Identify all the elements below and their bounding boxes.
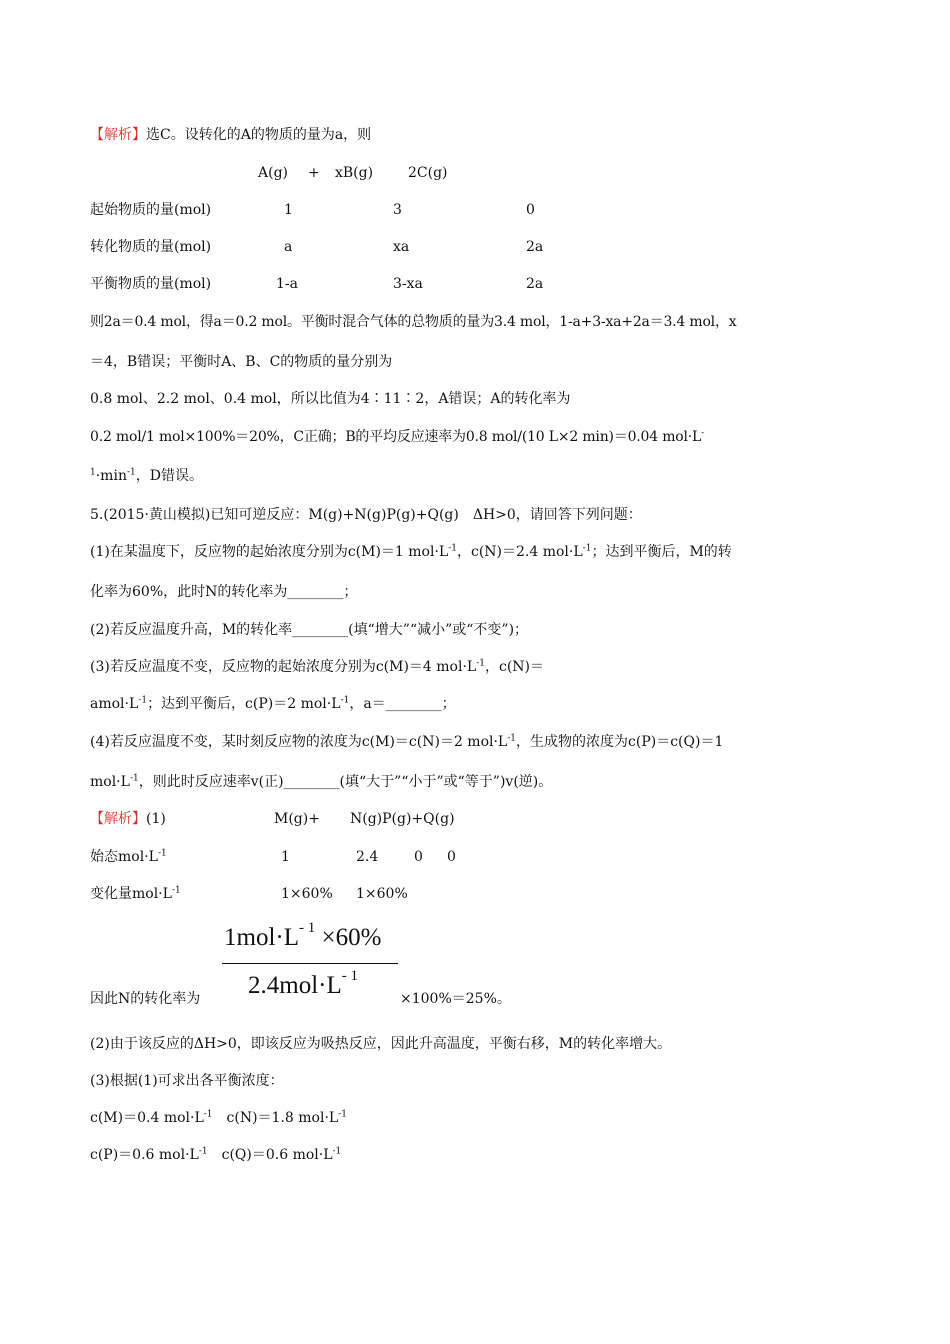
conc-p: c(P)＝0.6 mol·L bbox=[90, 1147, 199, 1163]
row-change-a: a bbox=[284, 239, 293, 255]
analysis2-row1-p: 0 bbox=[414, 849, 423, 865]
conc-q-sup: -1 bbox=[332, 1146, 342, 1157]
conc-n-sup: -1 bbox=[338, 1109, 347, 1120]
q4-part-c: mol·L bbox=[90, 774, 130, 790]
analysis-line-5-sup: -1 bbox=[126, 467, 136, 478]
conc-m-sup: -1 bbox=[203, 1109, 213, 1120]
q3-sup-1: -1 bbox=[476, 658, 485, 669]
analysis-tag: 【解析】 bbox=[90, 127, 146, 143]
eq-a: A(g) bbox=[258, 165, 288, 181]
conc-p-sup: -1 bbox=[198, 1146, 208, 1157]
analysis2-row1-m: 1 bbox=[281, 849, 290, 865]
analysis-line-5-min: ·min bbox=[95, 468, 127, 484]
q4-part-a: (4)若反应温度不变，某时刻反应物的浓度为c(M)＝c(N)＝2 mol·L bbox=[90, 734, 508, 750]
row-start-c: 0 bbox=[526, 202, 535, 218]
question-1-line-1 bbox=[90, 542, 732, 562]
frac-den-exp: - 1 bbox=[341, 968, 358, 984]
row1-label-sup: -1 bbox=[157, 848, 167, 859]
row-eq-label: 平衡物质的量(mol) bbox=[90, 276, 212, 292]
analysis-line-5-end: ，D错误。 bbox=[135, 468, 203, 484]
q1-sup-1: -1 bbox=[448, 543, 457, 554]
q3-part-d: ；达到平衡后，c(P)＝2 mol·L bbox=[147, 696, 341, 712]
conc-m: c(M)＝0.4 mol·L bbox=[90, 1110, 204, 1126]
conversion-label: 因此N的转化率为 bbox=[90, 991, 201, 1007]
q3-part-a: (3)若反应温度不变，反应物的起始浓度分别为c(M)＝4 mol·L bbox=[90, 659, 477, 675]
q1-part-c: ；达到平衡后，M的转 bbox=[591, 544, 732, 560]
analysis2-row2-n: 1×60% bbox=[356, 886, 408, 902]
question-title: 5.(2015·黄山模拟)已知可逆反应：M(g)+N(g)P(g)+Q(g) ΔH>0，请回答下列问题： bbox=[90, 507, 642, 523]
row2-label-text: 变化量mol·L bbox=[90, 886, 172, 902]
question-4-line-1 bbox=[90, 732, 723, 752]
question-1-line-2: 化率为60%，此时N的转化率为________； bbox=[90, 584, 358, 600]
q1-part-b: ，c(N)＝2.4 mol·L bbox=[457, 544, 583, 560]
analysis-intro: 选C。设转化的A的物质的量为a，则 bbox=[146, 127, 372, 143]
analysis2-eq-m: M(g)+ bbox=[274, 811, 320, 827]
row-eq-a: 1-a bbox=[276, 276, 298, 292]
row-start-label: 起始物质的量(mol) bbox=[90, 202, 212, 218]
analysis2-row2-m: 1×60% bbox=[281, 886, 333, 902]
analysis2-s2: (2)由于该反应的ΔH>0，即该反应为吸热反应，因此升高温度，平衡右移，M的转化率增大。 bbox=[90, 1036, 672, 1052]
eq-c: 2C(g) bbox=[408, 165, 448, 181]
fraction-bar bbox=[222, 963, 398, 964]
row1-label-text: 始态mol·L bbox=[90, 849, 158, 865]
eq-plus: + bbox=[308, 165, 320, 181]
fraction-numerator bbox=[224, 920, 382, 952]
analysis2-row1-label bbox=[90, 847, 167, 867]
analysis-line-4-sup: - bbox=[701, 428, 704, 439]
analysis-line-1: 则2a＝0.4 mol，得a＝0.2 mol。平衡时混合气体的总物质的量为3.4 mol，1-a+3-xa+2a＝3.4 mol，x bbox=[90, 314, 737, 330]
row-change-label: 转化物质的量(mol) bbox=[90, 239, 212, 255]
q3-part-c: amol·L bbox=[90, 696, 139, 712]
analysis-line-intro bbox=[90, 125, 371, 145]
q3-part-b: ，c(N)＝ bbox=[485, 659, 545, 675]
question-3-line-2 bbox=[90, 694, 456, 714]
q1-sup-2: -1 bbox=[582, 543, 592, 554]
conc-n: c(N)＝1.8 mol·L bbox=[212, 1110, 339, 1126]
question-4-line-2 bbox=[90, 772, 552, 792]
frac-num-text: 1mol·L bbox=[224, 924, 299, 951]
analysis2-n1: (1) bbox=[146, 811, 166, 827]
analysis2-row1-q: 0 bbox=[447, 849, 456, 865]
analysis2-s3: (3)根据(1)可求出各平衡浓度： bbox=[90, 1073, 284, 1089]
q4-part-d: ，则此时反应速率v(正)________(填“大于”“小于”或“等于”)v(逆)。 bbox=[138, 774, 553, 790]
analysis-line-5-lead: 1 bbox=[90, 467, 96, 478]
row-change-c: 2a bbox=[526, 239, 544, 255]
conversion-result: ×100%＝25%。 bbox=[400, 991, 511, 1007]
row-eq-c: 2a bbox=[526, 276, 544, 292]
row-start-b: 3 bbox=[393, 202, 402, 218]
eq-b: xB(g) bbox=[335, 165, 374, 181]
frac-den-text: 2.4mol·L bbox=[248, 972, 342, 999]
q3-part-e: ，a＝________； bbox=[349, 696, 456, 712]
question-3-line-1 bbox=[90, 657, 544, 677]
q4-sup-1: -1 bbox=[507, 733, 517, 744]
fraction-denominator bbox=[248, 968, 358, 1000]
analysis-line-2: ＝4，B错误；平衡时A、B、C的物质的量分别为 bbox=[90, 354, 393, 370]
analysis2-conc-1 bbox=[90, 1108, 347, 1128]
q4-sup-2: -1 bbox=[129, 773, 139, 784]
frac-num-exp: - 1 bbox=[299, 920, 316, 936]
analysis2-eq-rest: N(g)P(g)+Q(g) bbox=[350, 811, 455, 827]
analysis2-row2-label bbox=[90, 884, 181, 904]
row-start-a: 1 bbox=[284, 202, 293, 218]
analysis2-tag: 【解析】 bbox=[90, 811, 146, 827]
analysis-line-4-text: 0.2 mol/1 mol×100%＝20%，C正确；B的平均反应速率为0.8 mol/(10 L×2 min)＝0.04 mol·L bbox=[90, 429, 702, 445]
conc-q: c(Q)＝0.6 mol·L bbox=[207, 1147, 333, 1163]
row-eq-b: 3-xa bbox=[393, 276, 423, 292]
analysis-line-5 bbox=[90, 466, 203, 486]
frac-num-tail: ×60% bbox=[321, 924, 382, 951]
q3-sup-3: -1 bbox=[340, 695, 350, 706]
analysis-line-4 bbox=[90, 427, 704, 447]
analysis2-row1-n: 2.4 bbox=[356, 849, 379, 865]
analysis2-conc-2 bbox=[90, 1145, 341, 1165]
row-change-b: xa bbox=[393, 239, 410, 255]
analysis-line-3: 0.8 mol、2.2 mol、0.4 mol，所以比值为4∶11∶2，A错误；A的转化率为 bbox=[90, 391, 571, 407]
question-2: (2)若反应温度升高，M的转化率________(填“增大”“减小”或“不变”)； bbox=[90, 622, 529, 638]
q1-part-a: (1)在某温度下，反应物的起始浓度分别为c(M)＝1 mol·L bbox=[90, 544, 449, 560]
q4-part-b: ，生成物的浓度为c(P)＝c(Q)＝1 bbox=[516, 734, 724, 750]
q3-sup-2: -1 bbox=[138, 695, 148, 706]
analysis2-head bbox=[90, 809, 166, 829]
row2-label-sup: -1 bbox=[171, 885, 181, 896]
